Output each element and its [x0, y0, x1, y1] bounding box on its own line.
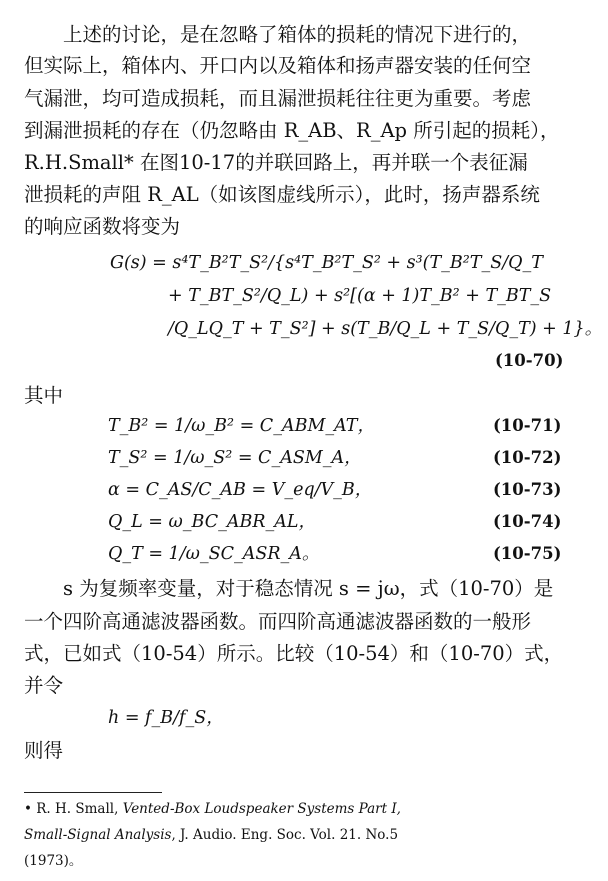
footnote-divider — [24, 792, 162, 793]
text-line: 并令 — [24, 674, 64, 697]
definition-expression: Q_T = 1/ω_SC_ASR_A。 — [108, 544, 320, 564]
h-ratio-equation: h = f_B/f_S， — [108, 708, 224, 728]
equation-number: (10-75) — [493, 544, 562, 563]
definition-expression: Q_L = ω_BC_ABR_AL， — [108, 512, 317, 532]
text-line: 式，已如式（10-54）所示。比较（10-54）和（10-70）式， — [24, 642, 564, 665]
definition-expression: T_S² = 1/ω_S² = C_ASM_A， — [108, 448, 362, 468]
footnote-title-cont: Small-Signal Analysis — [24, 827, 172, 843]
equation-number: (10-74) — [493, 512, 562, 531]
definition-expression: α = C_AS/C_AB = V_eq/V_B， — [108, 480, 373, 500]
text-line: 到漏泄损耗的存在（仍忽略由 R_AB、R_Ap 所引起的损耗）， — [24, 119, 560, 142]
where-label: 其中 — [24, 384, 64, 407]
then-label: 则得 — [24, 739, 64, 762]
footnote-line — [24, 826, 398, 844]
equation-number: (10-71) — [493, 416, 562, 435]
text-line: s 为复频率变量，对于稳态情况 s = jω，式（10-70）是 — [24, 577, 554, 600]
text-line: 但实际上，箱体内、开口内以及箱体和扬声器安装的任何空 — [24, 54, 532, 77]
equation-number: (10-70) — [495, 351, 564, 370]
equation-number: (10-73) — [493, 480, 562, 499]
footnote-journal: , J. Audio. Eng. Soc. Vol. 21. No.5 — [171, 827, 399, 843]
equation-line: G(s) = s⁴T_B²T_S²/{s⁴T_B²T_S² + s³(T_B²T_S/Q_T — [110, 253, 543, 273]
text-line: R.H.Small* 在图10-17的并联回路上，再并联一个表征漏 — [24, 151, 528, 174]
footnote-author: • R. H. Small, — [24, 801, 123, 817]
text-line: 泄损耗的声阻 R_AL（如该图虚线所示），此时，扬声器系统 — [24, 183, 540, 206]
text-line: 的响应函数将变为 — [24, 215, 181, 238]
text-line: 一个四阶高通滤波器函数。而四阶高通滤波器函数的一般形 — [24, 610, 532, 633]
text-line: 上述的讨论，是在忽略了箱体的损耗的情况下进行的， — [24, 23, 532, 46]
definition-expression: T_B² = 1/ω_B² = C_ABM_AT， — [108, 416, 375, 436]
footnote-title: Vented-Box Loudspeaker Systems Part I, — [122, 801, 401, 817]
equation-line: + T_BT_S²/Q_L) + s²[(α + 1)T_B² + T_BT_S — [168, 286, 552, 306]
text-line: 气漏泄，均可造成损耗，而且漏泄损耗往往更为重要。考虑 — [24, 87, 532, 110]
equation-number: (10-72) — [493, 448, 562, 467]
equation-line: /Q_LQ_T + T_S²] + s(T_B/Q_L + T_S/Q_T) + 1}。 — [168, 319, 603, 339]
footnote-line: (1973)。 — [24, 853, 83, 869]
footnote-line — [24, 800, 401, 818]
